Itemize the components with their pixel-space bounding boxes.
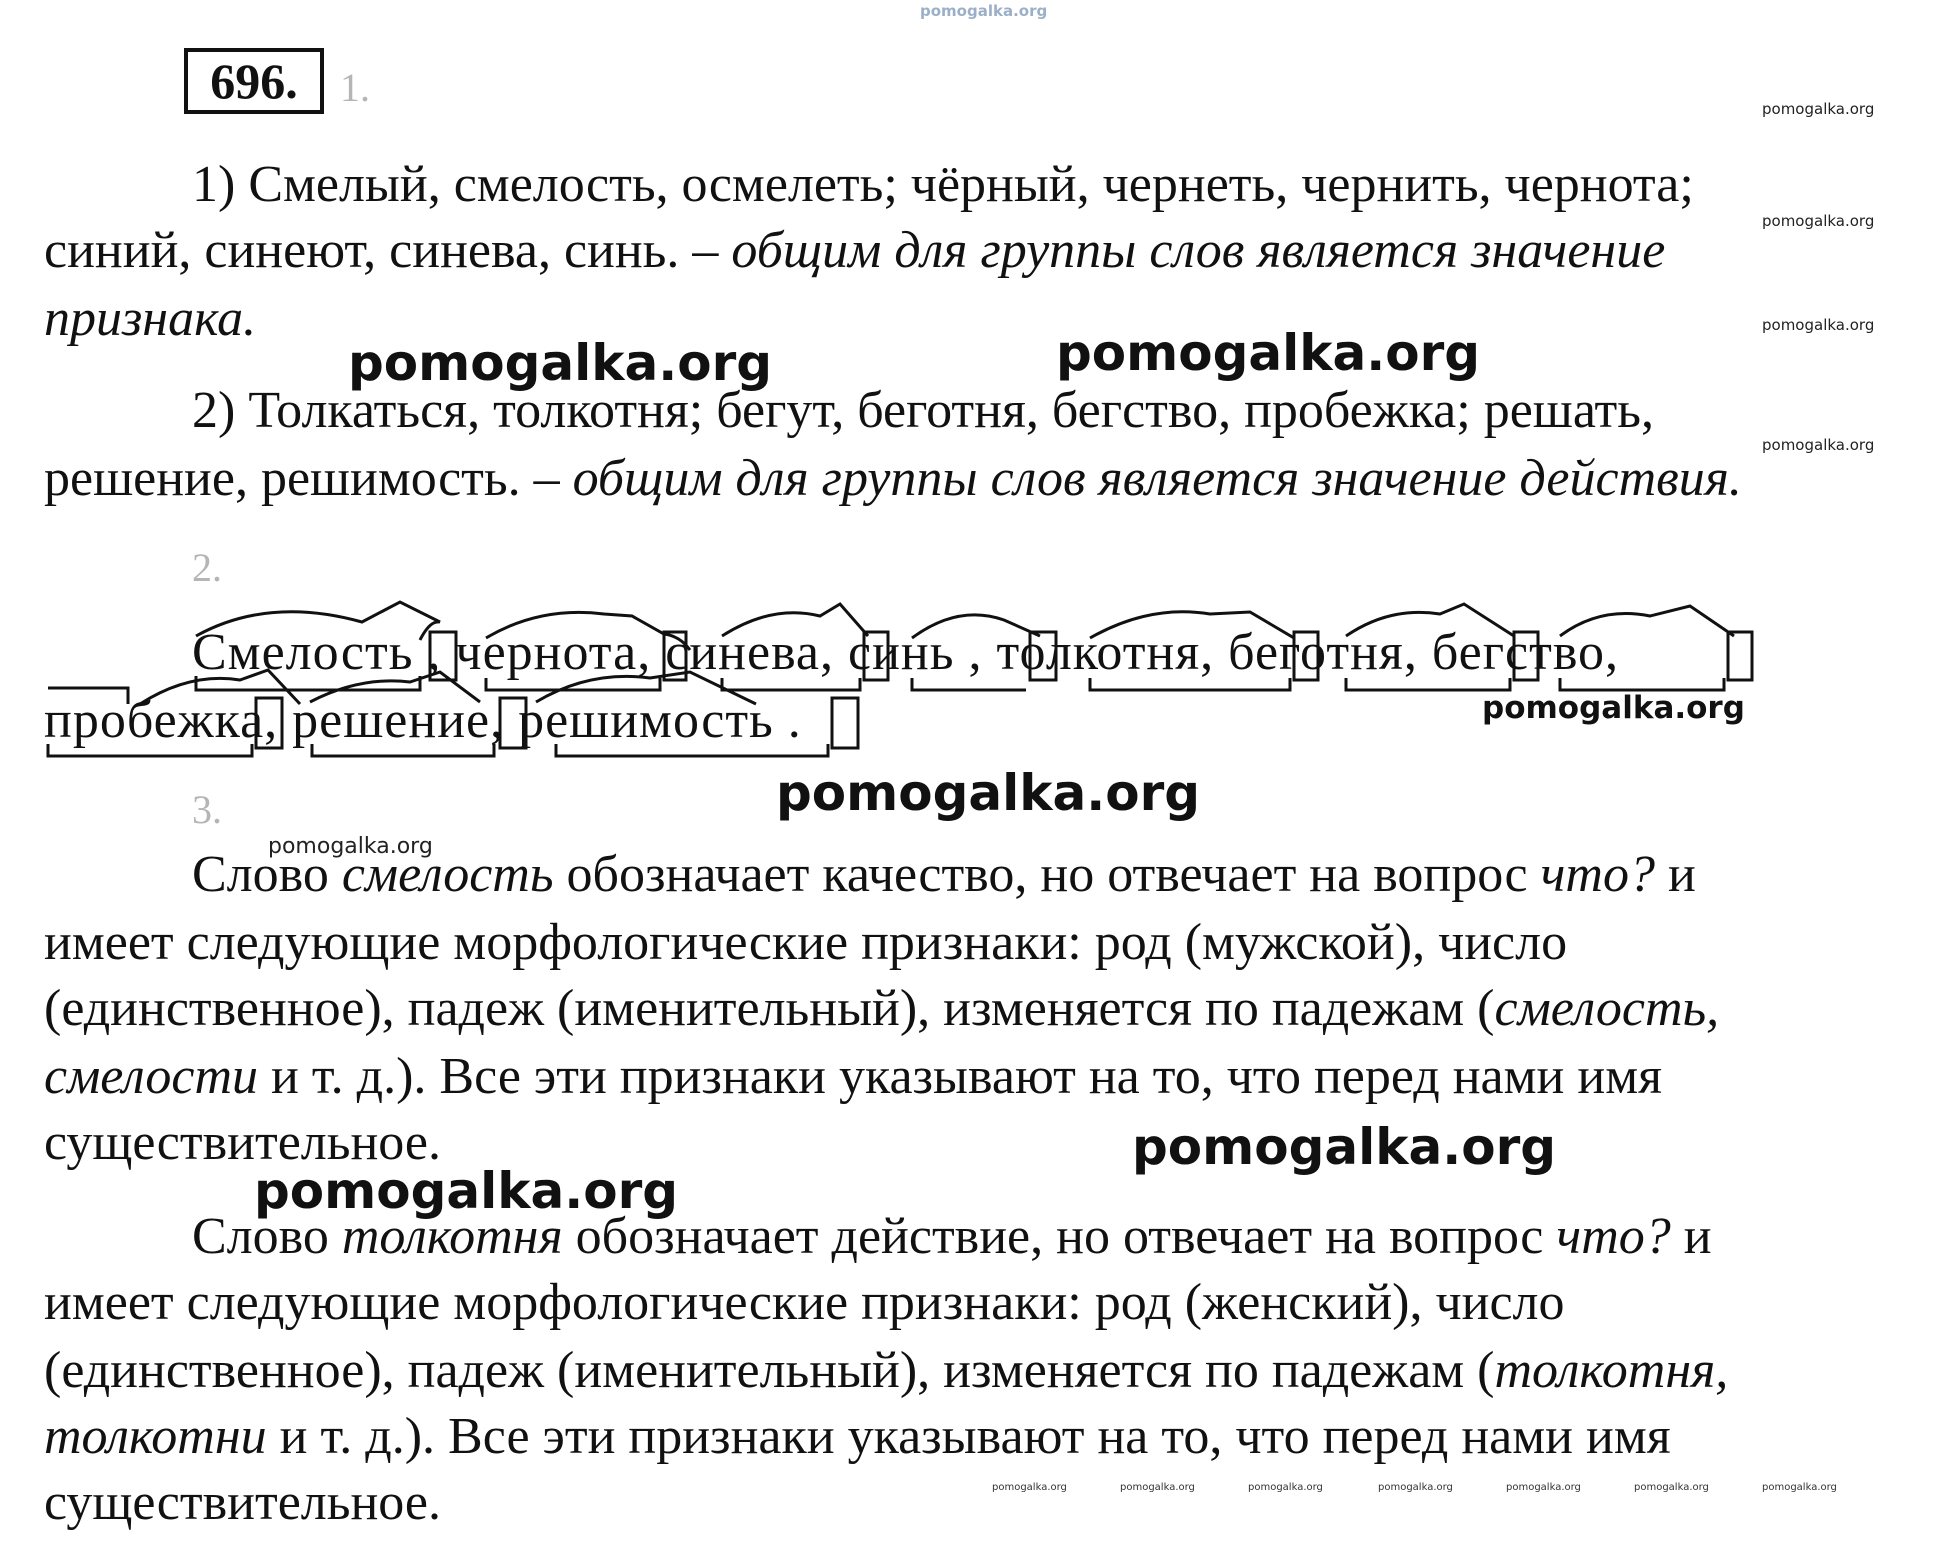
- top-watermark: pomogalka.org: [920, 2, 1048, 20]
- part1-item1-line2-italic: общим для группы слов является значение: [731, 222, 1666, 279]
- watermark-tiny-3: pomogalka.org: [1248, 1482, 1323, 1493]
- part3-para1-line5: существительное.: [44, 1114, 442, 1171]
- part1-item1-line3: признака.: [44, 290, 257, 347]
- watermark-tiny-2: pomogalka.org: [1120, 1482, 1195, 1493]
- part2-marker: 2.: [192, 545, 222, 590]
- p2-l1-e: и: [1670, 1208, 1712, 1265]
- part3-para2-line5: существительное.: [44, 1474, 442, 1531]
- p2-l1-d: что?: [1556, 1208, 1671, 1265]
- p1-l1-e: и: [1654, 846, 1696, 903]
- part3-para2-line4: [44, 1404, 1671, 1470]
- watermark-tiny-1: pomogalka.org: [992, 1482, 1067, 1493]
- watermark-small-5: pomogalka.org: [268, 834, 433, 859]
- part1-item2-line2-plain: решение, решимость. –: [44, 450, 573, 507]
- watermark-big-5: pomogalka.org: [254, 1162, 679, 1220]
- exercise-number-box: 696.: [184, 48, 324, 114]
- p2-l3-a: (единственное), падеж (именительный), изменяется по падежам (: [44, 1342, 1495, 1399]
- part1-item1-line2: [44, 218, 1665, 284]
- watermark-tiny-5: pomogalka.org: [1506, 1482, 1581, 1493]
- part3-para1-line2: имеет следующие морфологические признаки: род (мужской), число: [44, 914, 1568, 971]
- part2-line1: Смелость , чернота, синева, синь , толкотня, беготня, бегство,: [192, 624, 1620, 681]
- part1-item1-line2-plain: синий, синеют, синева, синь. –: [44, 222, 732, 279]
- watermark-small-1: pomogalka.org: [1762, 100, 1875, 118]
- part3-para1-line3: [44, 976, 1719, 1042]
- p1-l4-b: и т. д.). Все эти признаки указывают на то, что перед нами имя: [258, 1048, 1663, 1105]
- part1-item2-line2-italic: общим для группы слов является значение действия.: [572, 450, 1742, 507]
- p2-l1-b: толкотня: [341, 1208, 563, 1265]
- p2-l1-a: Слово: [192, 1208, 342, 1265]
- p1-l4-a: смелости: [44, 1048, 258, 1105]
- watermark-medium-1: pomogalka.org: [1482, 690, 1745, 726]
- part3-para1-line4: [44, 1044, 1662, 1110]
- p2-l4-b: и т. д.). Все эти признаки указывают на то, что перед нами имя: [266, 1408, 1671, 1465]
- part3-marker: 3.: [192, 787, 222, 832]
- watermark-big-2: pomogalka.org: [1056, 324, 1481, 382]
- part1-item2-line2: [44, 446, 1742, 512]
- p1-l1-b: смелость: [341, 846, 554, 903]
- watermark-small-4: pomogalka.org: [1762, 436, 1875, 454]
- p2-l3-b: толкотня,: [1494, 1342, 1729, 1399]
- part1-item2-line1: 2) Толкаться, толкотня; бегут, беготня, бегство, пробежка; решать,: [192, 382, 1654, 439]
- part1-marker: 1.: [340, 65, 370, 110]
- p1-l1-a: Слово: [192, 846, 342, 903]
- part1-item1-line1: 1) Смелый, смелость, осмелеть; чёрный, чернеть, чернить, чернота;: [192, 156, 1694, 213]
- p2-l1-c: обозначает действие, но отвечает на вопрос: [562, 1208, 1557, 1265]
- p1-l1-d: что?: [1540, 846, 1655, 903]
- watermark-big-1: pomogalka.org: [348, 334, 773, 392]
- part3-para2-line2: имеет следующие морфологические признаки: род (женский), число: [44, 1274, 1565, 1331]
- watermark-small-3: pomogalka.org: [1762, 316, 1875, 334]
- p2-l4-a: толкотни: [44, 1408, 267, 1465]
- part2-line2: пробежка, решение, решимость .: [44, 692, 802, 749]
- watermark-tiny-7: pomogalka.org: [1762, 1482, 1837, 1493]
- part3-para2-line3: [44, 1338, 1728, 1404]
- watermark-big-3: pomogalka.org: [776, 764, 1201, 822]
- p1-l3-a: (единственное), падеж (именительный), изменяется по падежам (: [44, 980, 1495, 1037]
- p1-l1-c: обозначает качество, но отвечает на вопрос: [553, 846, 1541, 903]
- p1-l3-b: смелость,: [1494, 980, 1720, 1037]
- watermark-small-2: pomogalka.org: [1762, 212, 1875, 230]
- watermark-tiny-4: pomogalka.org: [1378, 1482, 1453, 1493]
- watermark-big-4: pomogalka.org: [1132, 1118, 1557, 1176]
- watermark-tiny-6: pomogalka.org: [1634, 1482, 1709, 1493]
